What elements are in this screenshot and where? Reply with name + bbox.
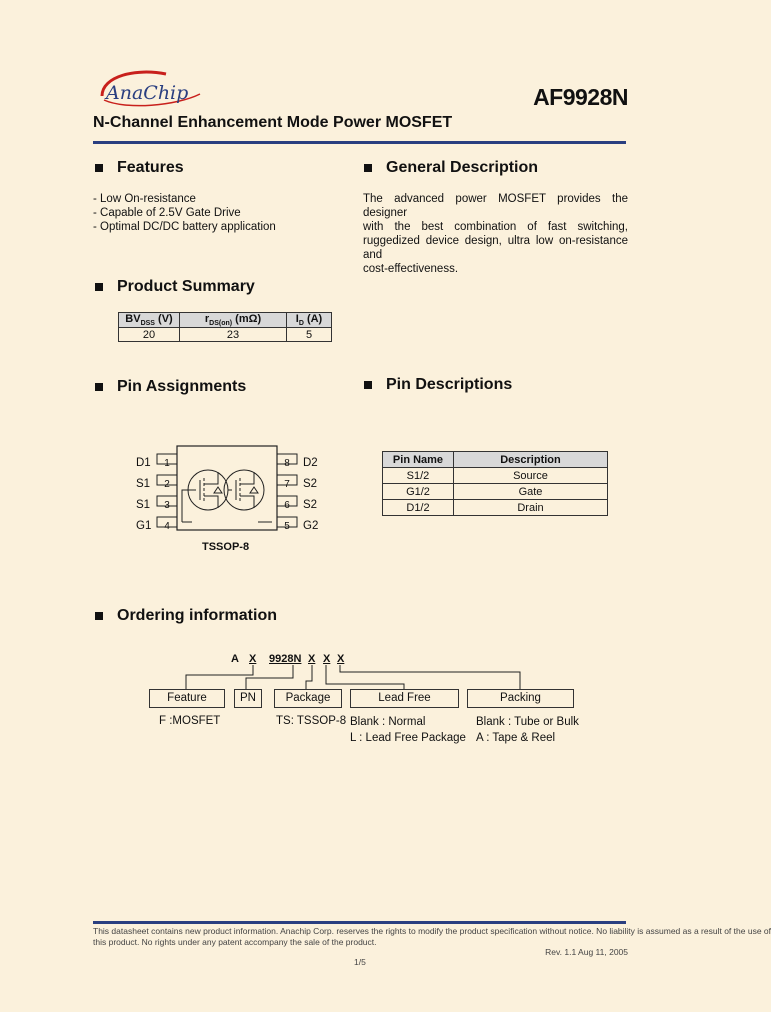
pin-assignments-heading: Pin Assignments: [95, 378, 246, 396]
footer-rule: [93, 921, 626, 924]
packing-notes: Blank : Tube or Bulk A : Tape & Reel: [476, 716, 579, 744]
column-header: Pin Name: [383, 452, 454, 468]
order-code-connectors: [140, 664, 580, 692]
pin-descriptions-table: [382, 451, 608, 516]
pin-label: S2: [303, 499, 318, 511]
table-row: 20 23 5: [119, 328, 332, 342]
pin-label: D1: [136, 457, 151, 469]
general-description-heading: General Description: [364, 159, 538, 177]
product-summary-heading: Product Summary: [95, 278, 255, 296]
rdson-header: $r_{DS(on)}$ (mΩ): [180, 313, 287, 328]
part-number: AF9928N: [533, 84, 628, 110]
left-pin-numbers: [157, 453, 177, 537]
pin-number: 6: [284, 500, 290, 511]
column-header: Description: [454, 452, 608, 468]
header-rule: [93, 141, 626, 144]
id-header: $I_D$ (A): [287, 313, 332, 328]
packing-box: Packing: [467, 689, 574, 708]
pin-number: 8: [284, 458, 290, 469]
table-row: G1/2 Gate: [383, 484, 608, 500]
lead-free-box: Lead Free: [350, 689, 459, 708]
pin-descriptions-heading: Pin Descriptions: [364, 376, 512, 394]
pin-number: 3: [164, 500, 170, 511]
right-pin-numbers: [277, 453, 297, 537]
anachip-logo: [96, 66, 206, 112]
general-description-text: The advanced power MOSFET provides the designer with the best combination of fast switching, ruggedized device design, ultra low on-resistance and cost-effectiveness.: [363, 193, 628, 275]
bullet-square-icon: [364, 164, 372, 172]
footer-disclaimer: This datasheet contains new product information. Anachip Corp. reserves the rights to modify the product specification without notice. No liability is assumed as a result of the use of this product. No rights under any patent accompany the sale of the product.: [93, 926, 771, 947]
list-item: - Optimal DC/DC battery application: [93, 221, 276, 233]
feature-box: Feature: [149, 689, 225, 708]
pin-label: S2: [303, 478, 318, 490]
pn-box: PN: [234, 689, 262, 708]
pin-number: 4: [164, 521, 170, 532]
bullet-square-icon: [95, 164, 103, 172]
package-label: TSSOP-8: [202, 541, 250, 553]
page-subtitle: N-Channel Enhancement Mode Power MOSFET: [93, 114, 453, 131]
lead-free-notes: Blank : Normal L : Lead Free Package: [350, 716, 466, 744]
package-box: Package: [274, 689, 342, 708]
pin-number: 2: [164, 479, 170, 490]
product-summary-table: [118, 312, 332, 342]
bullet-square-icon: [95, 283, 103, 291]
pin-label: G1: [136, 520, 152, 532]
logo-text: AnaChip: [106, 82, 189, 104]
package-note: TS: TSSOP-8: [276, 715, 347, 727]
features-heading: Features: [95, 159, 184, 177]
table-row: D1/2 Drain: [383, 500, 608, 516]
right-pin-labels: [303, 453, 318, 537]
bvdss-header: $BV_{DSS}$ (V): [119, 313, 180, 328]
pin-number: 7: [284, 479, 290, 490]
pin-label: S1: [136, 499, 151, 511]
list-item: - Capable of 2.5V Gate Drive: [93, 207, 241, 219]
pin-number: 5: [284, 521, 290, 532]
pin-label: D2: [303, 457, 318, 469]
list-item: - Low On-resistance: [93, 193, 196, 205]
pin-label: S1: [136, 478, 151, 490]
footer-revision: Rev. 1.1 Aug 11, 2005: [545, 947, 628, 957]
left-pin-labels: [136, 453, 151, 537]
page-number: 1/5: [354, 957, 366, 967]
bullet-square-icon: [95, 383, 103, 391]
table-row: S1/2 Source: [383, 468, 608, 484]
bullet-square-icon: [95, 612, 103, 620]
bullet-square-icon: [364, 381, 372, 389]
feature-note: F :MOSFET: [159, 715, 221, 727]
features-list: [93, 192, 276, 234]
ordering-heading: Ordering information: [95, 607, 277, 625]
pin-number: 1: [164, 458, 170, 469]
pin-label: G2: [303, 520, 319, 532]
